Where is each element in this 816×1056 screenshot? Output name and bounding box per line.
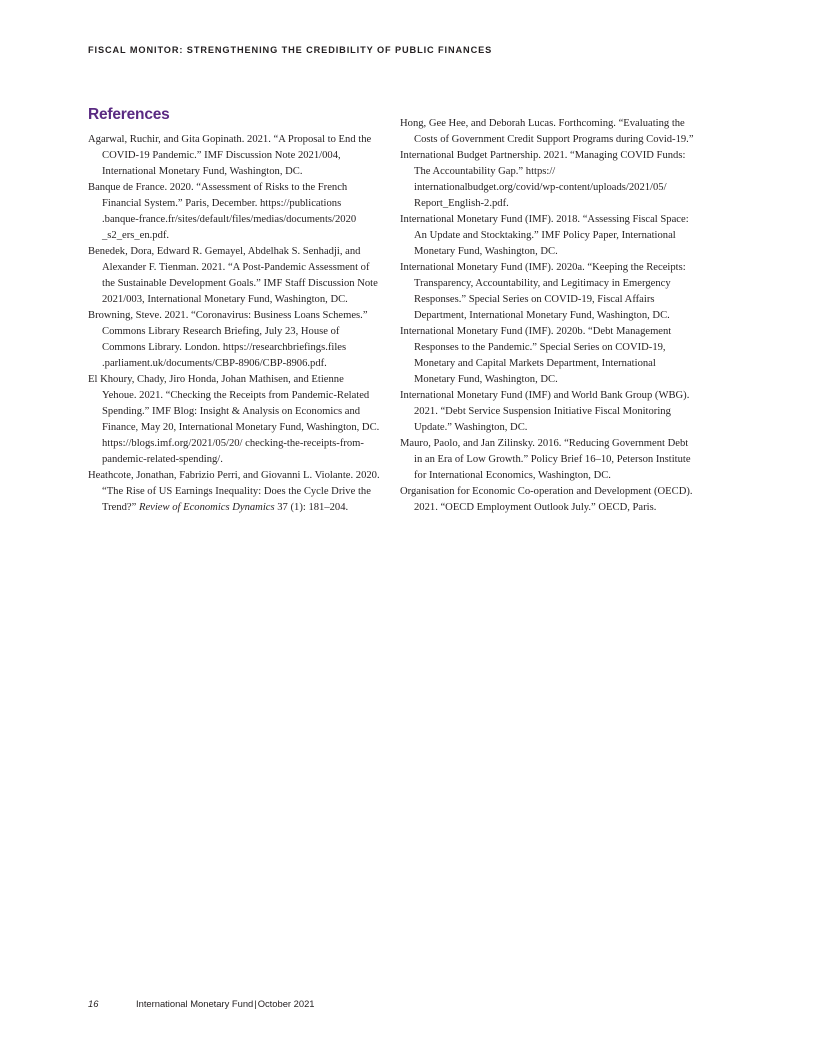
reference-item: Hong, Gee Hee, and Deborah Lucas. Forthcoming. “Evaluating the Costs of Government Credit Support Programs during Covid-19.” [400,118,694,145]
page-number: 16 [88,998,99,1009]
references-left-column [88,132,380,516]
reference-item: El Khoury, Chady, Jiro Honda, Johan Mathisen, and Etienne Yehoue. 2021. “Checking the Receipts from Pandemic-Related Spending.” IMF Blog: Insight & Analysis on Economics and Finance, May 20, International Monetary Fund, Washington, DC. https://blogs.imf.org/2021/05/20/ checking-the-receipts-from-pandemic-related-spending/. [88,374,380,465]
reference-item: Banque de France. 2020. “Assessment of Risks to the French Financial System.” Paris, December. https://publications .banque-france.fr/sites/default/files/medias/documents/2020 _s2_ers_en.pdf. [88,182,357,241]
footer-separator: | [254,998,257,1009]
reference-item: International Monetary Fund (IMF) and World Bank Group (WBG). 2021. “Debt Service Suspension Initiative Fiscal Monitoring Update.” Washington, DC. [400,390,690,433]
reference-item [88,468,380,516]
reference-item: International Monetary Fund (IMF). 2018. “Assessing Fiscal Space: An Update and Stocktaking.” IMF Policy Paper, International Monetary Fund, Washington, DC. [400,214,689,257]
running-head-title: FISCAL MONITOR: STRENGTHENING THE CREDIBILITY OF PUBLIC FINANCES [88,45,493,55]
page-footer [88,998,315,1009]
reference-text: Heathcote, Jonathan, Fabrizio Perri, and Giovanni L. Violante. 2020. “The Rise of US Earnings Inequality: Does the Cycle Drive the Trend?” [88,470,380,513]
reference-item: Benedek, Dora, Edward R. Gemayel, Abdelhak S. Senhadji, and Alexander F. Tienman. 2021. “A Post-Pandemic Assessment of the Sustainable Development Goals.” IMF Staff Discussion Note 2021/003, International Monetary Fund, Washington, DC. [88,246,378,305]
reference-text: 37 (1): 181–204. [274,502,349,513]
reference-item: International Monetary Fund (IMF). 2020a. “Keeping the Receipts: Transparency, Accountability, and Legitimacy in Emergency Responses.” Special Series on COVID-19, Fiscal Affairs Department, International Monetary Fund, Washington, DC. [400,262,686,321]
footer-publisher: International Monetary Fund [136,998,254,1009]
reference-item: Agarwal, Ruchir, and Gita Gopinath. 2021. “A Proposal to End the COVID-19 Pandemic.” IMF Discussion Note 2021/004, International Monetary Fund, Washington, DC. [88,134,372,177]
footer-date: October 2021 [257,998,315,1009]
reference-item: International Monetary Fund (IMF). 2020b. “Debt Management Responses to the Pandemic.” Special Series on COVID-19, Monetary and Capital Markets Department, International Monetary Fund, Washington, DC. [400,326,672,385]
journal-title: Review of Economics Dynamics [138,502,275,513]
references-right-column [400,116,696,516]
reference-item: Mauro, Paolo, and Jan Zilinsky. 2016. “Reducing Government Debt in an Era of Low Growth.” Policy Brief 16–10, Peterson Institute for International Economics, Washington, DC. [400,438,691,481]
section-title: References [88,106,170,123]
reference-item: International Budget Partnership. 2021. “Managing COVID Funds: The Accountability Gap.” https:// internationalbudget.org/covid/wp-content/uploads/2021/05/ Report_English-2.pdf. [400,150,686,209]
reference-item: Organisation for Economic Co-operation and Development (OECD). 2021. “OECD Employment Outlook July.” OECD, Paris. [400,486,693,513]
reference-item: Browning, Steve. 2021. “Coronavirus: Business Loans Schemes.” Commons Library Research Briefing, July 23, House of Commons Library. London. https://researchbriefings.files .parliament.uk/documents/CBP-8906/CBP-8906.pdf. [88,310,368,369]
